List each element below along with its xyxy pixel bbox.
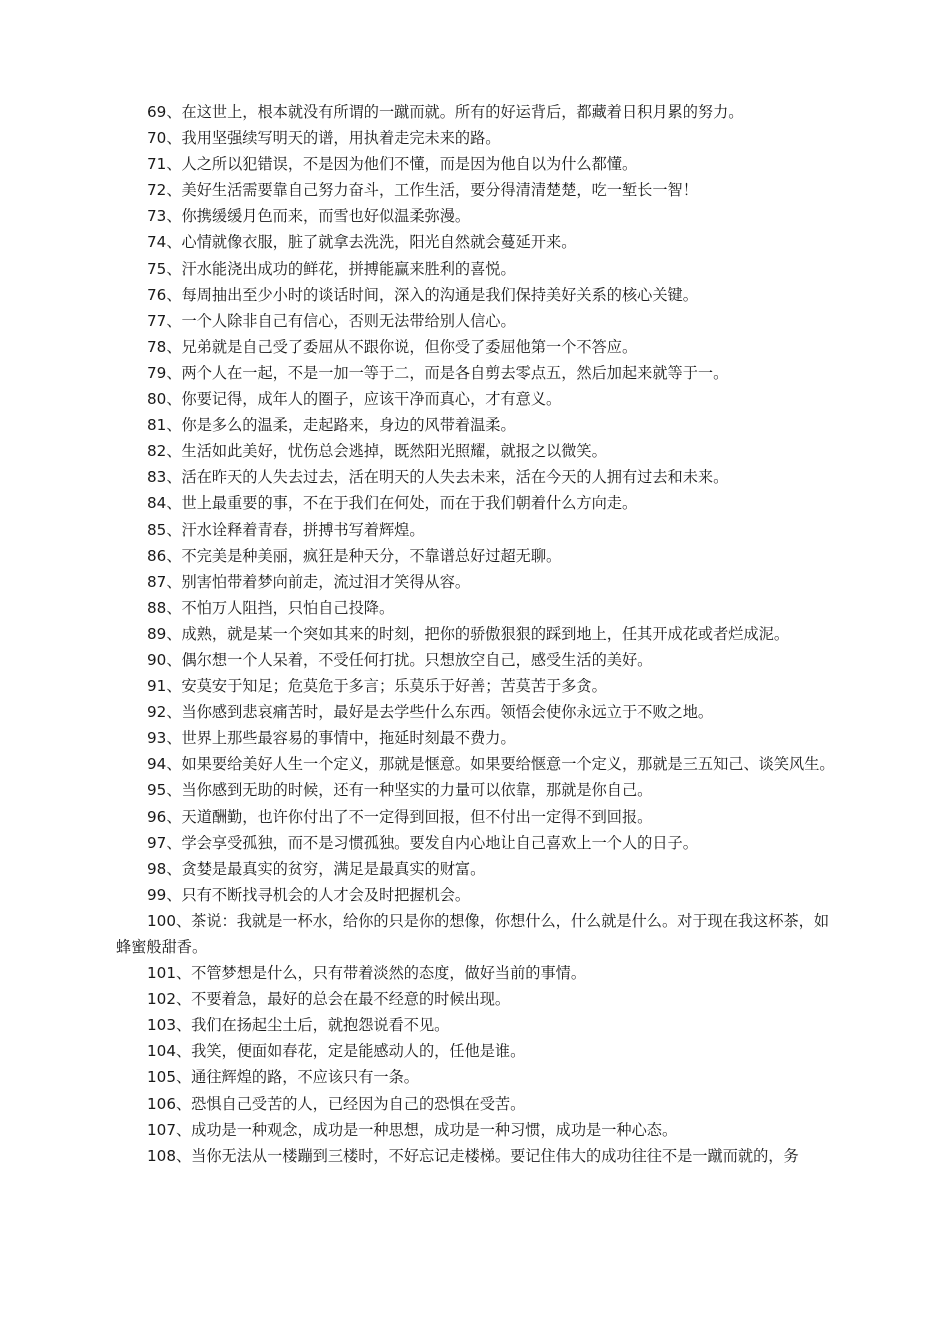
- text-line: 97、学会享受孤独，而不是习惯孤独。要发自内心地让自己喜欢上一个人的日子。: [147, 833, 698, 852]
- text-line: 81、你是多么的温柔，走起路来，身边的风带着温柔。: [147, 416, 516, 435]
- text-line: 93、世界上那些最容易的事情中，拖延时刻最不费力。: [147, 729, 516, 748]
- text-line: 82、生活如此美好，忧伤总会逃掉，既然阳光照耀，就报之以微笑。: [147, 442, 607, 461]
- text-line: 80、你要记得，成年人的圈子，应该干净而真心，才有意义。: [147, 390, 562, 409]
- text-line: 74、心情就像衣服，脏了就拿去洗洗，阳光自然就会蔓延开来。: [147, 233, 577, 252]
- text-line: 101、不管梦想是什么，只有带着淡然的态度，做好当前的事情。: [147, 964, 587, 983]
- text-line: 99、只有不断找寻机会的人才会及时把握机会。: [147, 885, 471, 904]
- text-line: 100、茶说：我就是一杯水，给你的只是你的想像，你想什么，什么就是什么。对于现在我这杯茶，如蜂蜜般甜香。: [116, 911, 830, 956]
- text-line: 85、汗水诠释着青春，拼搏书写着辉煌。: [147, 520, 425, 539]
- document-body: [116, 99, 838, 1169]
- text-line: 79、两个人在一起，不是一加一等于二，而是各自剪去零点五，然后加起来就等于一。: [147, 363, 729, 382]
- text-line: 70、我用坚强续写明天的谱，用执着走完未来的路。: [147, 129, 501, 148]
- text-line: 89、成熟，就是某一个突如其来的时刻，把你的骄傲狠狠的踩到地上，任其开成花或者烂成泥。: [147, 624, 790, 643]
- text-line: 77、一个人除非自己有信心，否则无法带给别人信心。: [147, 311, 516, 330]
- text-line: 92、当你感到悲哀痛苦时，最好是去学些什么东西。领悟会使你永远立于不败之地。: [147, 703, 714, 722]
- text-line: 95、当你感到无助的时候，还有一种坚实的力量可以依靠，那就是你自己。: [147, 781, 653, 800]
- text-line: 103、我们在扬起尘土后，就抱怨说看不见。: [147, 1016, 450, 1035]
- text-line: 76、每周抽出至少小时的谈话时间，深入的沟通是我们保持美好关系的核心关键。: [147, 285, 698, 304]
- text-line: 88、不怕万人阻挡，只怕自己投降。: [147, 598, 395, 617]
- text-line: 102、不要着急，最好的总会在最不经意的时候出现。: [147, 990, 511, 1009]
- text-line: 105、通往辉煌的路，不应该只有一条。: [147, 1068, 419, 1087]
- text-line: 87、别害怕带着梦向前走，流过泪才笑得从容。: [147, 572, 471, 591]
- text-line: 94、如果要给美好人生一个定义，那就是惬意。如果要给惬意一个定义，那就是三五知己、谈笑风生。: [147, 755, 835, 774]
- text-line: 75、汗水能浇出成功的鲜花，拼搏能赢来胜利的喜悦。: [147, 259, 516, 278]
- text-line: 69、在这世上，根本就没有所谓的一蹴而就。所有的好运背后，都藏着日积月累的努力。: [147, 103, 744, 121]
- text-line: 78、兄弟就是自己受了委屈从不跟你说，但你受了委屈他第一个不答应。: [147, 337, 638, 356]
- text-line: 86、不完美是种美丽，疯狂是种天分，不靠谱总好过超无聊。: [147, 546, 562, 565]
- text-line: 98、贪婪是最真实的贫穷，满足是最真实的财富。: [147, 859, 486, 878]
- text-line: 91、安莫安于知足；危莫危于多言；乐莫乐于好善；苦莫苦于多贪。: [147, 677, 607, 696]
- text-line: 84、世上最重要的事，不在于我们在何处，而在于我们朝着什么方向走。: [147, 494, 638, 513]
- text-line: 106、恐惧自己受苦的人，已经因为自己的恐惧在受苦。: [147, 1094, 526, 1113]
- text-line: 90、偶尔想一个人呆着，不受任何打扰。只想放空自己，感受生活的美好。: [147, 650, 653, 669]
- text-line: 96、天道酬勤，也许你付出了不一定得到回报，但不付出一定得不到回报。: [147, 807, 653, 826]
- text-line: 107、成功是一种观念，成功是一种思想，成功是一种习惯，成功是一种心态。: [147, 1120, 678, 1139]
- text-line: 72、美好生活需要靠自己努力奋斗，工作生活，要分得清清楚楚，吃一堑长一智！: [147, 181, 698, 200]
- text-line: 73、你携缓缓月色而来，而雪也好似温柔弥漫。: [147, 207, 471, 226]
- text-line: 83、活在昨天的人失去过去，活在明天的人失去未来，活在今天的人拥有过去和未来。: [147, 468, 729, 487]
- text-line: 71、人之所以犯错误，不是因为他们不懂，而是因为他自以为什么都懂。: [147, 155, 638, 174]
- text-line: 108、当你无法从一楼蹦到三楼时，不好忘记走楼梯。要记住伟大的成功往往不是一蹴而就的，务: [147, 1146, 799, 1165]
- text-line: 104、我笑，便面如春花，定是能感动人的，任他是谁。: [147, 1042, 526, 1061]
